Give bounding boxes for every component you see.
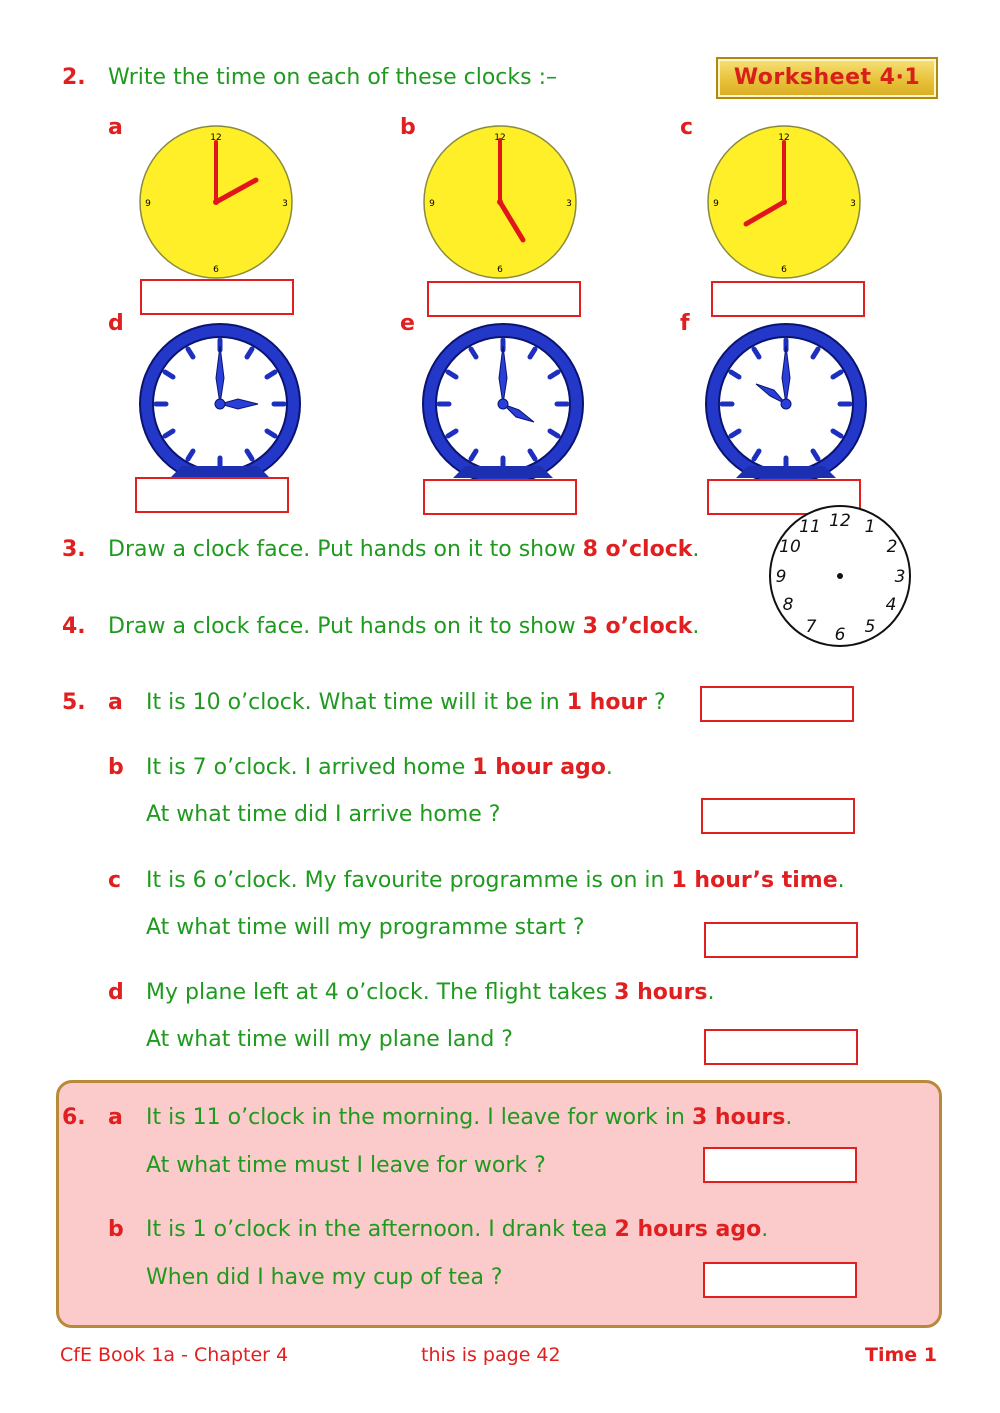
clock-label-e: e	[400, 311, 415, 336]
worksheet-badge: Worksheet 4·1	[716, 57, 938, 99]
q6b-letter: b	[108, 1217, 124, 1242]
clock-numeral-12: 12	[210, 133, 222, 143]
sample-numeral-12: 12	[829, 511, 851, 531]
q5d-letter: d	[108, 980, 124, 1005]
q5c-letter: c	[108, 868, 122, 893]
clock-numeral-3: 3	[566, 199, 572, 209]
answer-box-5b[interactable]	[701, 798, 855, 834]
clock-numeral-12: 12	[494, 133, 506, 143]
answer-box-e[interactable]	[423, 479, 577, 515]
footer-book-chapter: CfE Book 1a - Chapter 4	[60, 1344, 289, 1366]
sample-numeral-5: 5	[864, 617, 876, 637]
footer-page-number: this is page 42	[421, 1344, 561, 1366]
blue-clock-d	[130, 318, 312, 484]
answer-box-5a[interactable]	[700, 686, 854, 722]
sample-numeral-6: 6	[834, 625, 846, 645]
q5c-line: It is 6 o’clock. My favourite programme is on in 1 hour’s time.	[146, 868, 845, 893]
question-2-text: Write the time on each of these clocks :–	[108, 65, 557, 90]
sample-numeral-2: 2	[886, 537, 898, 557]
clock-numeral-12: 12	[778, 133, 790, 143]
sample-numeral-11: 11	[799, 517, 821, 537]
clock-numeral-3: 3	[850, 199, 856, 209]
q6a-line: It is 11 o’clock in the morning. I leave for work in 3 hours.	[146, 1105, 793, 1130]
clock-label-a: a	[108, 115, 123, 140]
sample-numeral-7: 7	[805, 617, 817, 637]
yellow-clock-a	[138, 124, 298, 280]
q6a-question: At what time must I leave for work ?	[146, 1153, 546, 1178]
blue-clock-f	[696, 318, 878, 484]
q5d-line: My plane left at 4 o’clock. The flight takes 3 hours.	[146, 980, 715, 1005]
answer-box-d[interactable]	[135, 477, 289, 513]
answer-box-5c[interactable]	[704, 922, 858, 958]
clock-numeral-6: 6	[781, 265, 787, 275]
q6b-line: It is 1 o’clock in the afternoon. I drank tea 2 hours ago.	[146, 1217, 769, 1242]
clock-label-b: b	[400, 115, 416, 140]
yellow-clock-c	[706, 124, 866, 280]
clock-label-f: f	[680, 311, 690, 336]
sample-numeral-8: 8	[782, 595, 794, 615]
q5b-question: At what time did I arrive home ?	[146, 802, 501, 827]
answer-box-5d[interactable]	[704, 1029, 858, 1065]
q5d-question: At what time will my plane land ?	[146, 1027, 513, 1052]
q5b-line: It is 7 o’clock. I arrived home 1 hour ago.	[146, 755, 613, 780]
clock-numeral-6: 6	[497, 265, 503, 275]
q6a-letter: a	[108, 1105, 123, 1130]
question-3-number: 3.	[62, 537, 86, 562]
answer-box-b[interactable]	[427, 281, 581, 317]
clock-label-d: d	[108, 311, 124, 336]
question-6-number: 6.	[62, 1105, 86, 1130]
sample-numeral-3: 3	[894, 567, 906, 587]
yellow-clock-b	[422, 124, 582, 280]
sample-clock-face	[764, 504, 918, 650]
question-5-number: 5.	[62, 690, 86, 715]
question-3-line: Draw a clock face. Put hands on it to show 8 o’clock.	[108, 537, 700, 562]
answer-box-a[interactable]	[140, 279, 294, 315]
q5c-question: At what time will my programme start ?	[146, 915, 585, 940]
question-4-number: 4.	[62, 614, 86, 639]
q5a-line: It is 10 o’clock. What time will it be in 1 hour ?	[146, 690, 666, 715]
sample-numeral-9: 9	[775, 567, 787, 587]
question-2-number: 2.	[62, 65, 86, 90]
clock-numeral-9: 9	[145, 199, 151, 209]
question-4-line: Draw a clock face. Put hands on it to show 3 o’clock.	[108, 614, 700, 639]
clock-numeral-3: 3	[282, 199, 288, 209]
q5b-letter: b	[108, 755, 124, 780]
clock-label-c: c	[680, 115, 694, 140]
clock-numeral-9: 9	[713, 199, 719, 209]
blue-clock-e	[413, 318, 595, 484]
answer-box-6a[interactable]	[703, 1147, 857, 1183]
q5a-letter: a	[108, 690, 123, 715]
answer-box-c[interactable]	[711, 281, 865, 317]
q6b-question: When did I have my cup of tea ?	[146, 1265, 503, 1290]
clock-numeral-9: 9	[429, 199, 435, 209]
sample-numeral-10: 10	[779, 537, 801, 557]
clock-numeral-6: 6	[213, 265, 219, 275]
sample-numeral-1: 1	[864, 517, 876, 537]
footer-topic: Time 1	[865, 1344, 937, 1366]
answer-box-6b[interactable]	[703, 1262, 857, 1298]
sample-numeral-4: 4	[885, 595, 897, 615]
